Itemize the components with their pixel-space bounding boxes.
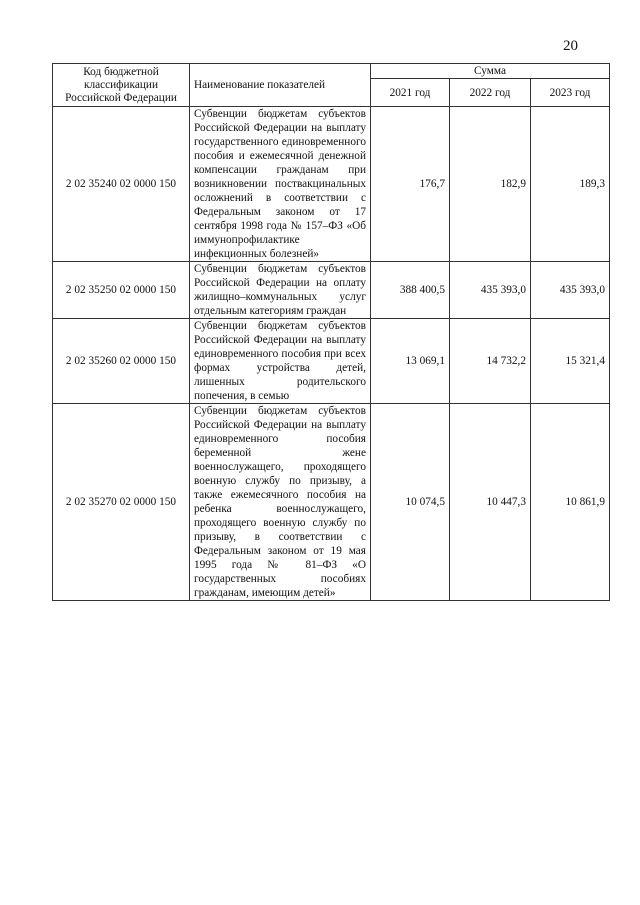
indicator-name-cell: Субвенции бюджетам субъектов Российской Федерации на выплату единовременного пособия при всех формах устройства детей, лишенных родительского попечения, в семью — [190, 319, 371, 404]
amount-2023-cell: 435 393,0 — [531, 262, 610, 319]
header-row-top — [53, 64, 610, 79]
amount-2022-cell: 435 393,0 — [450, 262, 531, 319]
amount-2022-cell: 10 447,3 — [450, 404, 531, 601]
page-number: 20 — [563, 38, 578, 54]
budget-code-cell: 2 02 35270 02 0000 150 — [53, 404, 190, 601]
table-body — [53, 107, 610, 601]
table-row — [53, 262, 610, 319]
amount-2022-cell: 182,9 — [450, 107, 531, 262]
header-name: Наименование показателей — [190, 64, 371, 107]
amount-2021-cell: 10 074,5 — [371, 404, 450, 601]
header-code: Код бюджетной классификации Российской Федерации — [53, 64, 190, 107]
budget-table — [52, 63, 610, 601]
table-row — [53, 319, 610, 404]
header-year-2023: 2023 год — [531, 79, 610, 107]
amount-2021-cell: 13 069,1 — [371, 319, 450, 404]
indicator-name-cell: Субвенции бюджетам субъектов Российской Федерации на выплату единовременного пособия беременной жене военнослужащего, проходящего военную службу по призыву, а также ежемесячного пособия на ребенка военнослужащего, проходящего военную службу по призыву, в соответствии с Федеральным законом от 19 мая 1995 года № 81–ФЗ «О государственных пособиях гражданам, имеющим детей» — [190, 404, 371, 601]
amount-2021-cell: 176,7 — [371, 107, 450, 262]
indicator-name-cell: Субвенции бюджетам субъектов Российской Федерации на выплату государственного единовременного пособия и ежемесячной денежной компенсации гражданам при возникновении поствакцинальных осложнений в соответствии с Федеральным законом от 17 сентября 1998 года № 157–ФЗ «Об иммунопрофилактике инфекционных болезней» — [190, 107, 371, 262]
header-year-2022: 2022 год — [450, 79, 531, 107]
table-header — [53, 64, 610, 107]
amount-2023-cell: 189,3 — [531, 107, 610, 262]
header-year-2021: 2021 год — [371, 79, 450, 107]
amount-2023-cell: 10 861,9 — [531, 404, 610, 601]
budget-code-cell: 2 02 35260 02 0000 150 — [53, 319, 190, 404]
amount-2023-cell: 15 321,4 — [531, 319, 610, 404]
indicator-name-cell: Субвенции бюджетам субъектов Российской Федерации на оплату жилищно–коммунальных услуг отдельным категориям граждан — [190, 262, 371, 319]
table-row — [53, 107, 610, 262]
amount-2022-cell: 14 732,2 — [450, 319, 531, 404]
budget-code-cell: 2 02 35250 02 0000 150 — [53, 262, 190, 319]
amount-2021-cell: 388 400,5 — [371, 262, 450, 319]
header-sum: Сумма — [371, 64, 610, 79]
table-row — [53, 404, 610, 601]
budget-code-cell: 2 02 35240 02 0000 150 — [53, 107, 190, 262]
